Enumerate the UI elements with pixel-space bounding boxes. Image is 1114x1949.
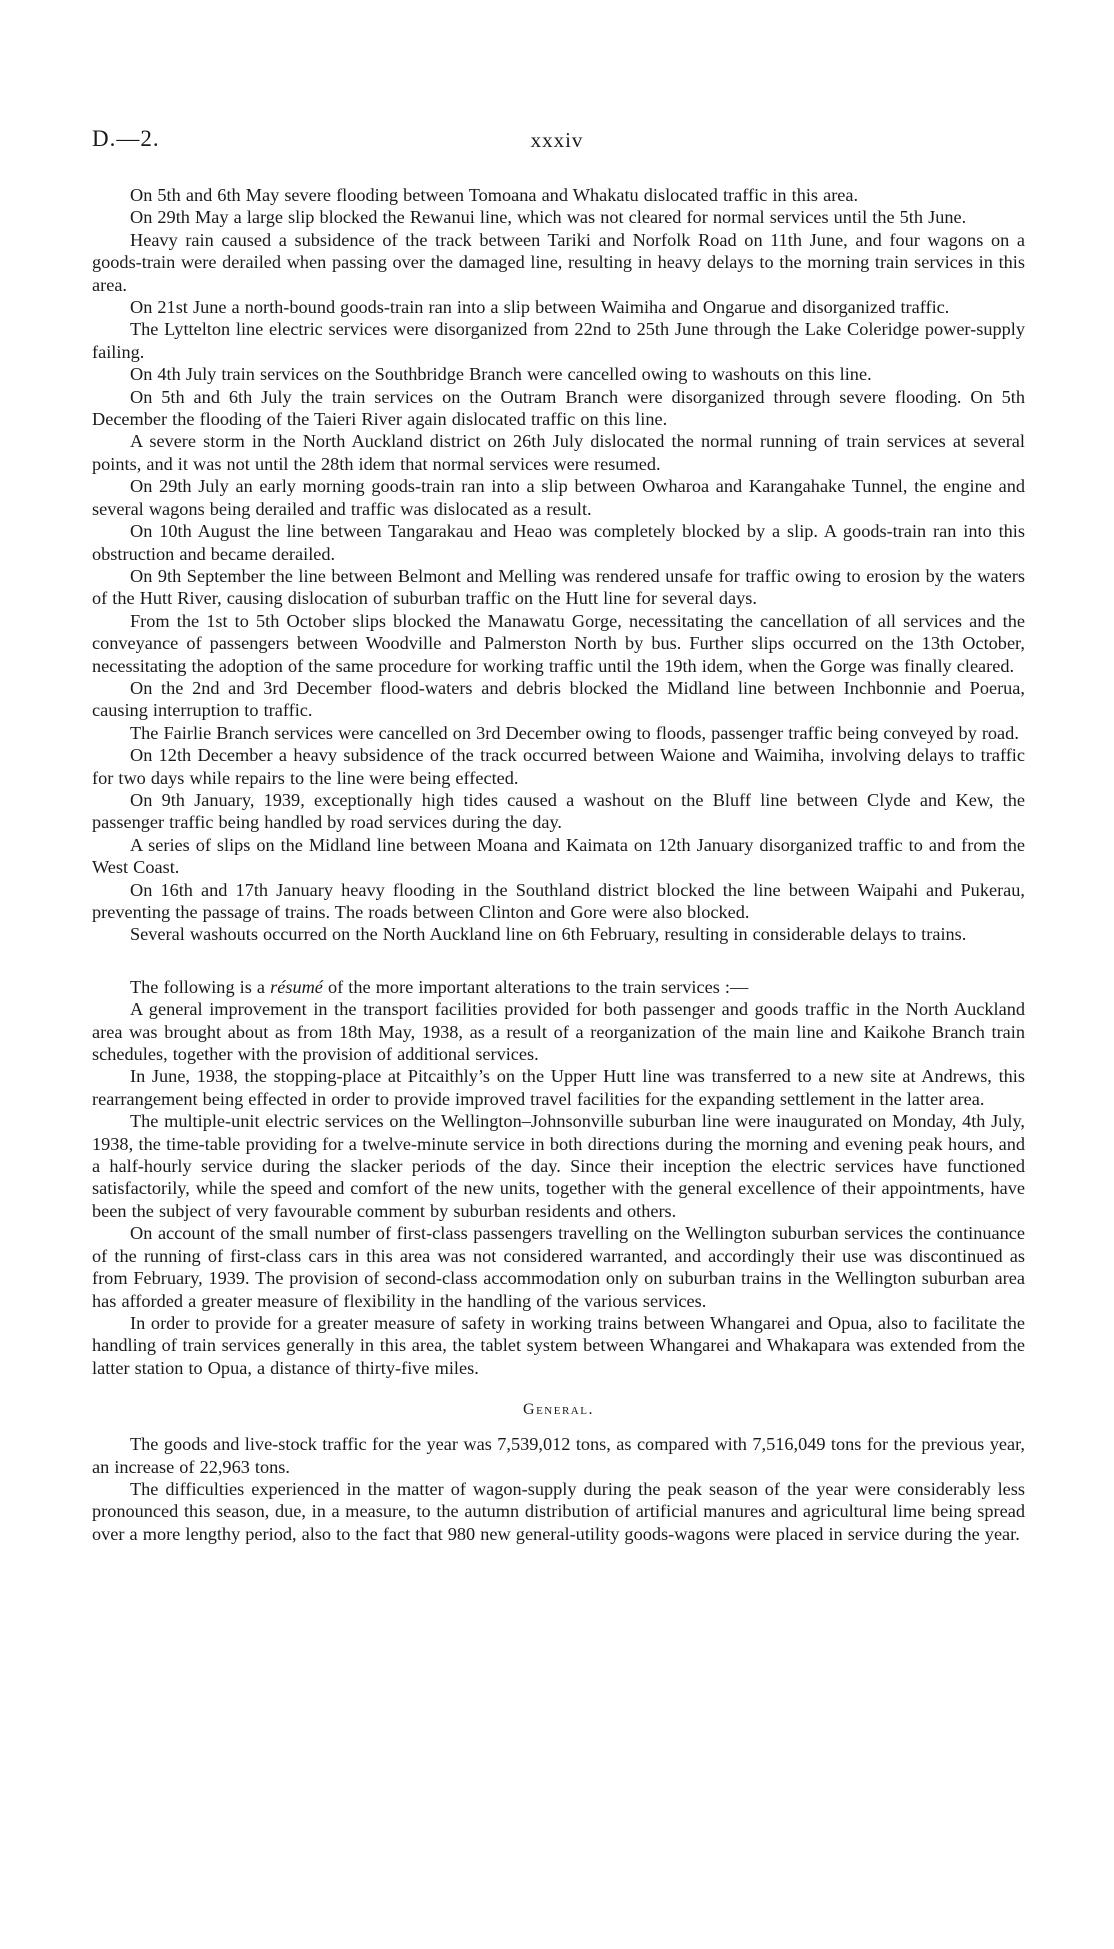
paragraph: A general improvement in the transport facilities provided for both passenger and goods traffic in the North Auckland area was brought about as from 18th May, 1938, as a result of a reorganization of the main line and Kaikohe Branch train schedules, together with the provision of additional services. [92, 999, 1025, 1065]
page-number: xxxiv [530, 128, 584, 152]
section-spacer [92, 946, 1025, 976]
paragraph: On 9th January, 1939, exceptionally high tides caused a washout on the Bluff line between Clyde and Kew, the passenger traffic being handled by road services during the day. [92, 789, 1025, 833]
document-reference: D.—2. [92, 126, 160, 151]
paragraph: On 9th September the line between Belmont and Melling was rendered unsafe for traffic owing to erosion by the waters of the Hutt River, causing dislocation of suburban traffic on the Hutt line for several days. [92, 565, 1025, 609]
section-heading-general: General. [523, 1401, 594, 1419]
paragraph: On 12th December a heavy subsidence of the track occurred between Waione and Waimiha, involving delays to traffic for two days while repairs to the line were being effected. [92, 745, 1025, 788]
paragraph: On 5th and 6th May severe flooding between Tomoana and Whakatu dislocated traffic in this area. [130, 185, 859, 205]
paragraph: The Fairlie Branch services were cancelled on 3rd December owing to floods, passenger traffic being conveyed by road. [130, 722, 1019, 743]
page-header [0, 126, 1114, 156]
paragraph: On the 2nd and 3rd December flood-waters and debris blocked the Midland line between Inchbonnie and Poerua, causing interruption to traffic. [92, 677, 1025, 721]
paragraph: In June, 1938, the stopping-place at Pitcaithly’s on the Upper Hutt line was transferred to a new site at Andrews, this rearrangement being effected in order to provide improved travel facilities for the expanding settlement in the latter area. [92, 1066, 1025, 1109]
paragraph: On 21st June a north-bound goods-train ran into a slip between Waimiha and Ongarue and disorganized traffic. [130, 297, 950, 318]
paragraph: Several washouts occurred on the North Auckland line on 6th February, resulting in considerable delays to trains. [130, 924, 967, 945]
paragraph: A severe storm in the North Auckland district on 26th July dislocated the normal running of train services at several points, and it was not until the 28th idem that normal services were resumed. [92, 431, 1025, 474]
paragraph: On 29th May a large slip blocked the Rewanui line, which was not cleared for normal services until the 5th June. [130, 207, 967, 228]
paragraph: A series of slips on the Midland line between Moana and Kaimata on 12th January disorganized traffic to and from the West Coast. [92, 834, 1025, 878]
paragraph: The goods and live-stock traffic for the year was 7,539,012 tons, as compared with 7,516,049 tons for the previous year, an increase of 22,963 tons. [92, 1434, 1025, 1477]
resume-intro-paragraph [92, 976, 1025, 998]
general-section [92, 1401, 1025, 1545]
paragraph: On 10th August the line between Tangarakau and Heao was completely blocked by a slip. A goods-train ran into this obstruction and became derailed. [92, 521, 1025, 564]
paragraph: The Lyttelton line electric services were disorganized from 22nd to 25th June through the Lake Coleridge power-supply failing. [92, 319, 1025, 362]
paragraph: On 16th and 17th January heavy flooding in the Southland district blocked the line between Waipahi and Pukerau, preventing the passage of trains. The roads between Clinton and Gore were also blocked. [92, 879, 1025, 922]
intro-italic-word: résumé [270, 976, 323, 997]
paragraph: Heavy rain caused a subsidence of the track between Tariki and Norfolk Road on 11th June, and four wagons on a goods-train were derailed when passing over the damaged line, resulting in heavy delays to the morning train services in this area. [92, 229, 1025, 295]
intro-text-after: of the more important alterations to the train services :— [322, 976, 749, 997]
intro-text-before: The following is a [130, 976, 271, 997]
page-body [92, 184, 1025, 1545]
service-alterations-section [92, 976, 1025, 1379]
paragraph: On account of the small number of first-class passengers travelling on the Wellington suburban services the continuance of the running of first-class cars in this area was not considered warranted, and accordingly their use was discontinued as from February, 1939. The provision of second-class accommodation only on suburban trains in the Wellington suburban area has afforded a greater measure of flexibility in the handling of the various services. [92, 1223, 1025, 1311]
disruptions-section [92, 184, 1025, 946]
paragraph: On 4th July train services on the Southbridge Branch were cancelled owing to washouts on this line. [130, 364, 872, 385]
paragraph: The multiple-unit electric services on the Wellington–Johnsonville suburban line were inaugurated on Monday, 4th July, 1938, the time-table providing for a twelve-minute service in both directions during the morning and evening peak hours, and a half-hourly service during the slacker periods of the day. Since their inception the electric services have functioned satisfactorily, while the speed and comfort of the new units, together with the general excellence of their appointments, have been the subject of very favourable comment by suburban residents and others. [92, 1111, 1025, 1221]
paragraph: In order to provide for a greater measure of safety in working trains between Whangarei and Opua, also to facilitate the handling of train services generally in this area, the tablet system between Whangarei and Whakapara was extended from the latter station to Opua, a distance of thirty-five miles. [92, 1312, 1025, 1378]
paragraph: From the 1st to 5th October slips blocked the Manawatu Gorge, necessitating the cancellation of all services and the conveyance of passengers between Woodville and Palmerston North by bus. Further slips occurred on the 13th October, necessitating the adoption of the same procedure for working traffic until the 19th idem, when the Gorge was finally cleared. [92, 610, 1025, 676]
paragraph: On 5th and 6th July the train services on the Outram Branch were disorganized through severe flooding. On 5th December the flooding of the Taieri River again dislocated traffic on this line. [92, 386, 1025, 430]
paragraph: The difficulties experienced in the matter of wagon-supply during the peak season of the year were considerably less pronounced this season, due, in a measure, to the autumn distribution of artificial manures and agricultural lime being spread over a more lengthy period, also to the fact that 980 new general-utility goods-wagons were placed in service during the year. [92, 1478, 1025, 1544]
paragraph: On 29th July an early morning goods-train ran into a slip between Owharoa and Karangahake Tunnel, the engine and several wagons being derailed and traffic was dislocated as a result. [92, 476, 1025, 519]
